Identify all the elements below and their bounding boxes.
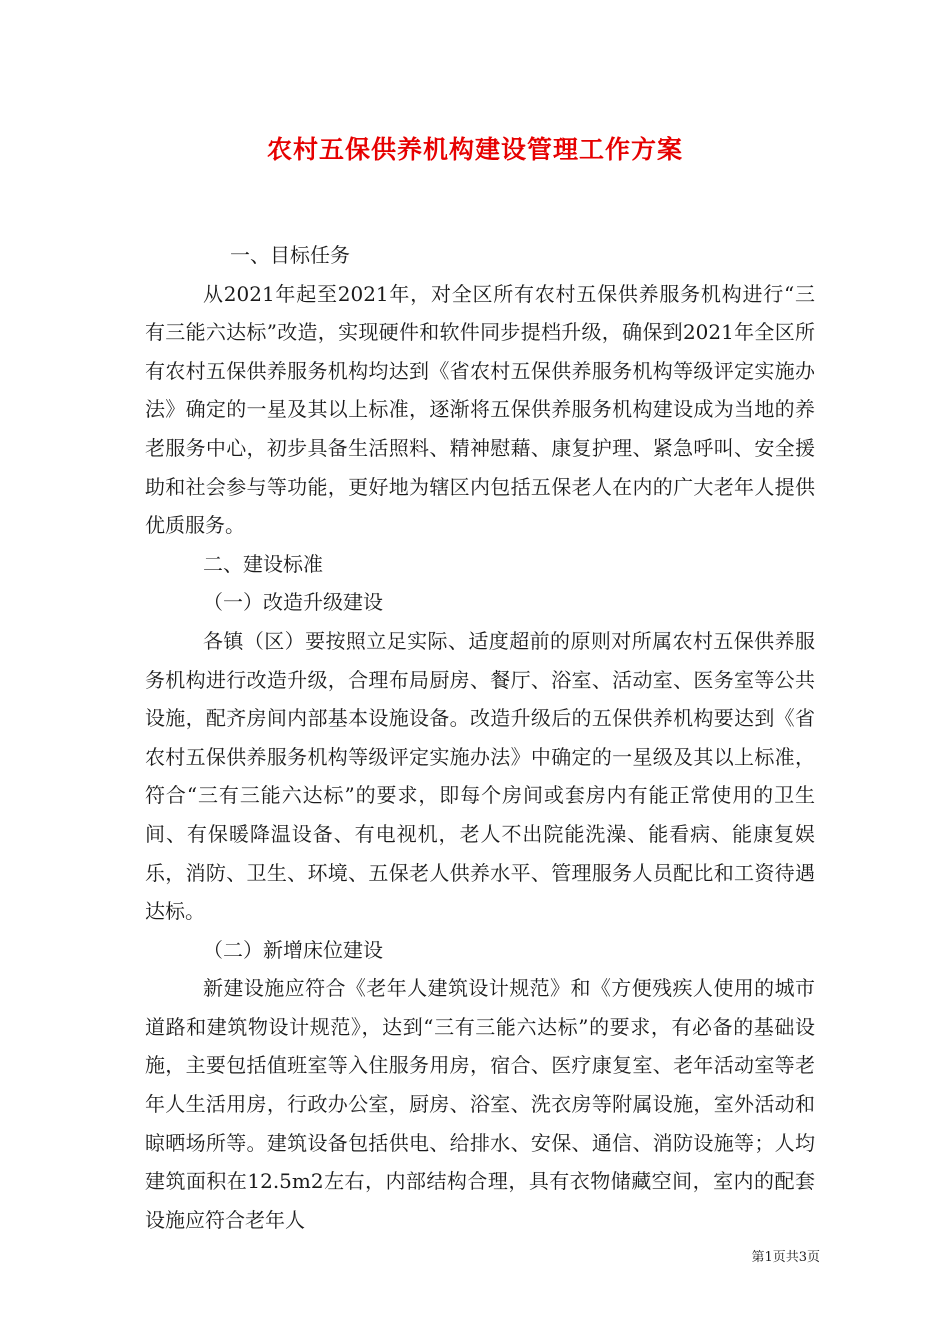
- subsection-heading-new-beds: （二）新增床位建设: [203, 937, 383, 962]
- document-title: 农村五保供养机构建设管理工作方案: [266, 135, 683, 164]
- paragraph-new-beds: 新建设施应符合《老年人建筑设计规范》和《方便残疾人使用的城市道路和建筑物设计规范》，达到“三有三能六达标”的要求，有必备的基础设施，主要包括值班室等入住服务用房，宿合、医疗康复室、老年活动室等老年人生活用房，行政办公室，厨房、浴室、洗衣房等附属设施，室外活动和晾晒场所等。建筑设备包括供电、给排水、安保、通信、消防设施等；人均建筑面积在12.5m2左右，内部结构合理，具有衣物储藏空间，室内的配套设施应符合老年人: [145, 976, 815, 1232]
- subsection-heading-renovation: （一）改造升级建设: [203, 590, 383, 615]
- document-body: [145, 236, 815, 1239]
- page-number: 第1页共3页: [751, 1250, 820, 1265]
- section-heading-standards: 二、建设标准: [203, 551, 323, 576]
- paragraph-goals: 从2021年起至2021年，对全区所有农村五保供养服务机构进行“三有三能六达标”改造，实现硬件和软件同步提档升级，确保到2021年全区所有农村五保供养服务机构均达到《省农村五保供养服务机构等级评定实施办法》确定的一星及其以上标准，逐渐将五保供养服务机构建设成为当地的养老服务中心，初步具备生活照料、精神慰藉、康复护理、紧急呼叫、安全援助和社会参与等功能，更好地为辖区内包括五保老人在内的广大老年人提供优质服务。: [145, 281, 815, 538]
- section-heading-goals: 一、目标任务: [230, 243, 350, 267]
- paragraph-renovation: 各镇（区）要按照立足实际、适度超前的原则对所属农村五保供养服务机构进行改造升级，合理布局厨房、餐厅、浴室、活动室、医务室等公共设施，配齐房间内部基本设施设备。改造升级后的五保供养机构要达到《省农村五保供养服务机构等级评定实施办法》中确定的一星级及其以上标准，符合“三有三能六达标”的要求，即每个房间或套房内有能正常使用的卫生间、有保暖降温设备、有电视机，老人不出院能洗澡、能看病、能康复娱乐，消防、卫生、环境、五保老人供养水平、管理服务人员配比和工资待遇达标。: [145, 628, 815, 924]
